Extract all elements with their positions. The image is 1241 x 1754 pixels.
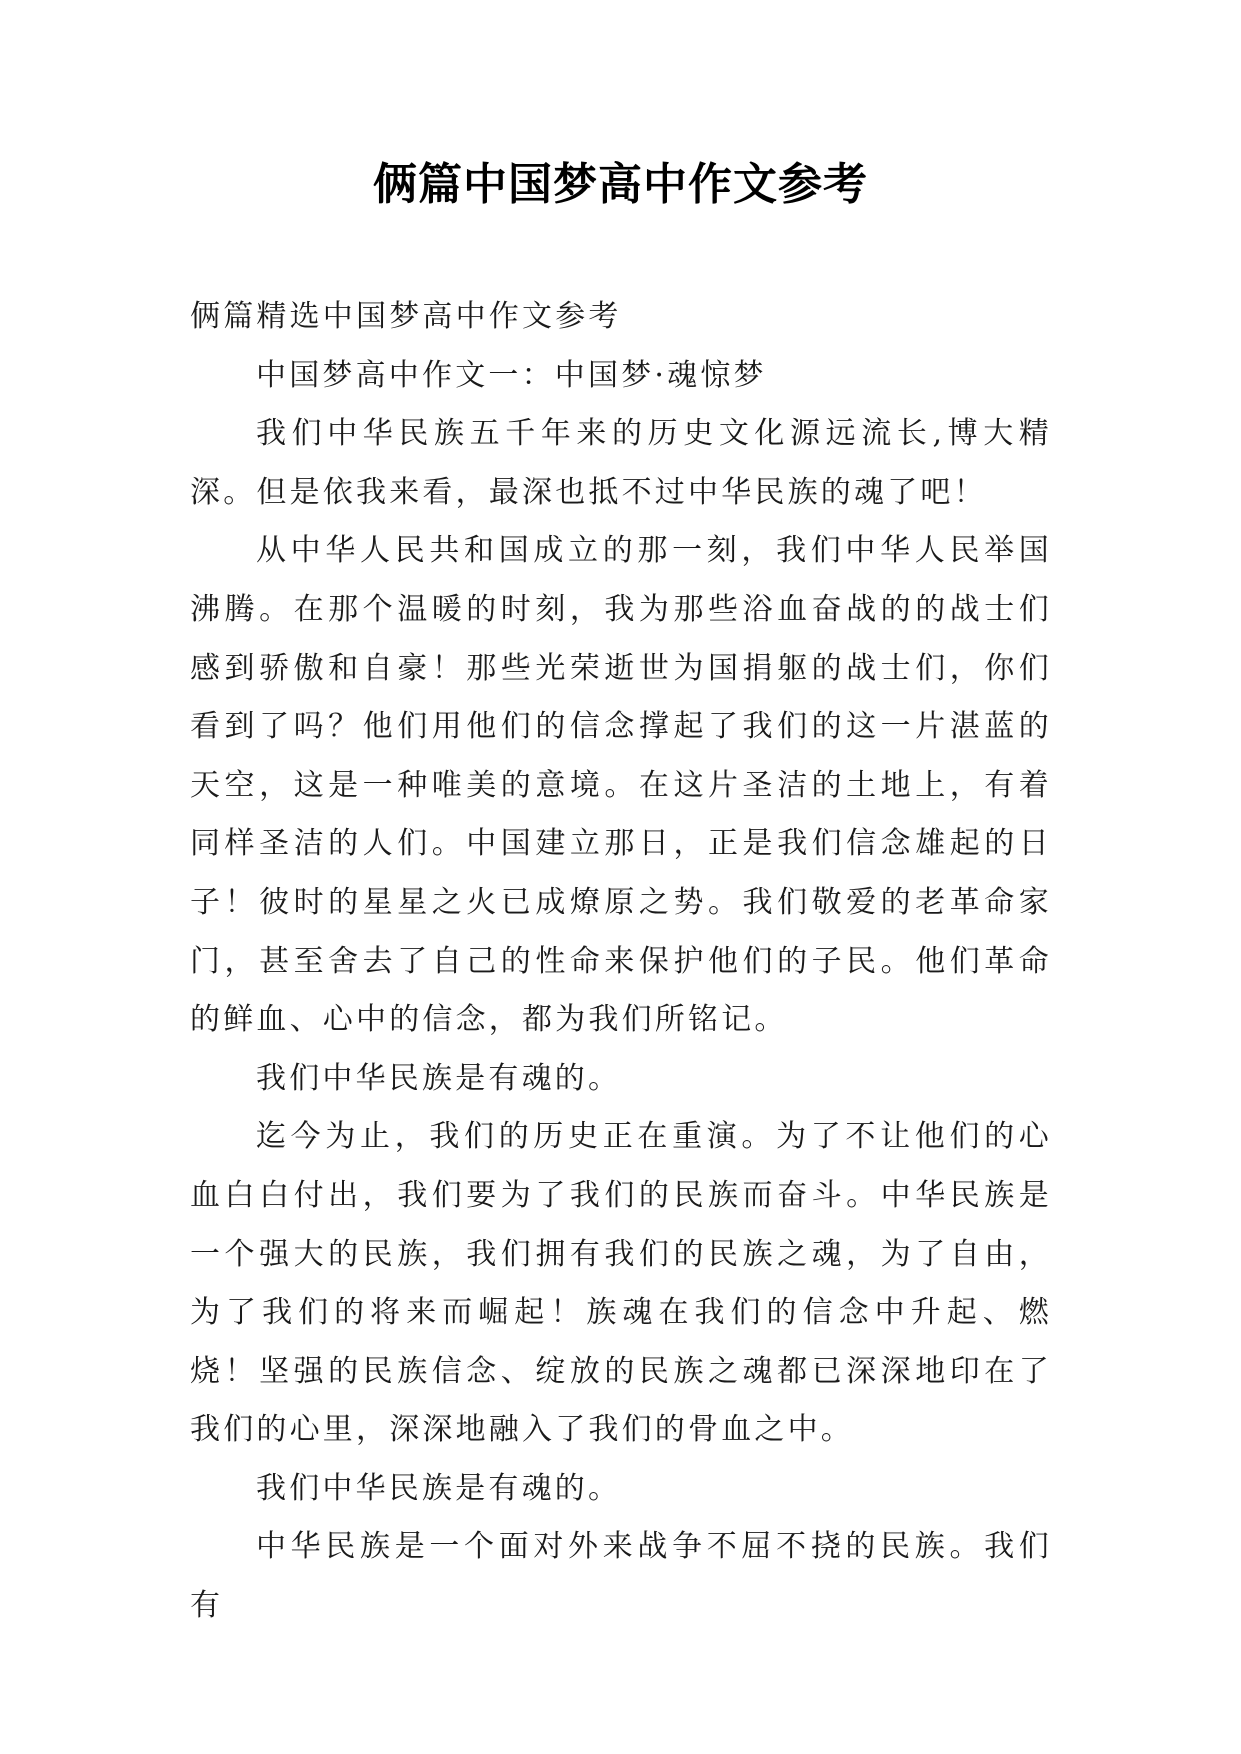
paragraph-subtitle: 俩篇精选中国梦高中作文参考 — [190, 299, 622, 334]
paragraph: 中华民族是一个面对外来战争不屈不挠的民族。我们有 — [190, 1529, 1052, 1624]
paragraph: 我们中华民族是有魂的。 — [256, 1060, 622, 1096]
paragraph: 迄今为止，我们的历史正在重演。为了不让他们的心血白白付出，我们要为了我们的民族而奋斗。中华民族是一个强大的民族，我们拥有我们的民族之魂，为了自由，为了我们的将来而崛起！族魂在我们的信念中升起、燃烧！坚强的民族信念、绽放的民族之魂都已深深地印在了我们的心里，深深地融入了我们的骨血之中。 — [190, 1119, 1052, 1448]
paragraph-essay-heading: 中国梦高中作文一：中国梦·魂惊梦 — [256, 357, 767, 393]
document-title: 俩篇中国梦高中作文参考 — [373, 159, 868, 210]
paragraph: 我们中华民族是有魂的。 — [256, 1470, 622, 1506]
paragraph: 从中华人民共和国成立的那一刻，我们中华人民举国沸腾。在那个温暖的时刻，我为那些浴血奋战的的战士们感到骄傲和自豪！那些光荣逝世为国捐躯的战士们，你们看到了吗？他们用他们的信念撑起了我们的这一片湛蓝的天空，这是一种唯美的意境。在这片圣洁的土地上，有着同样圣洁的人们。中国建立那日，正是我们信念雄起的日子！彼时的星星之火已成燎原之势。我们敬爱的老革命家门，甚至舍去了自己的性命来保护他们的子民。他们革命的鲜血、心中的信念，都为我们所铭记。 — [190, 533, 1052, 1038]
document-body — [190, 288, 1052, 1636]
paragraph: 我们中华民族五千年来的历史文化源远流长,博大精深。但是依我来看，最深也抵不过中华民族的魂了吧！ — [190, 416, 1052, 510]
